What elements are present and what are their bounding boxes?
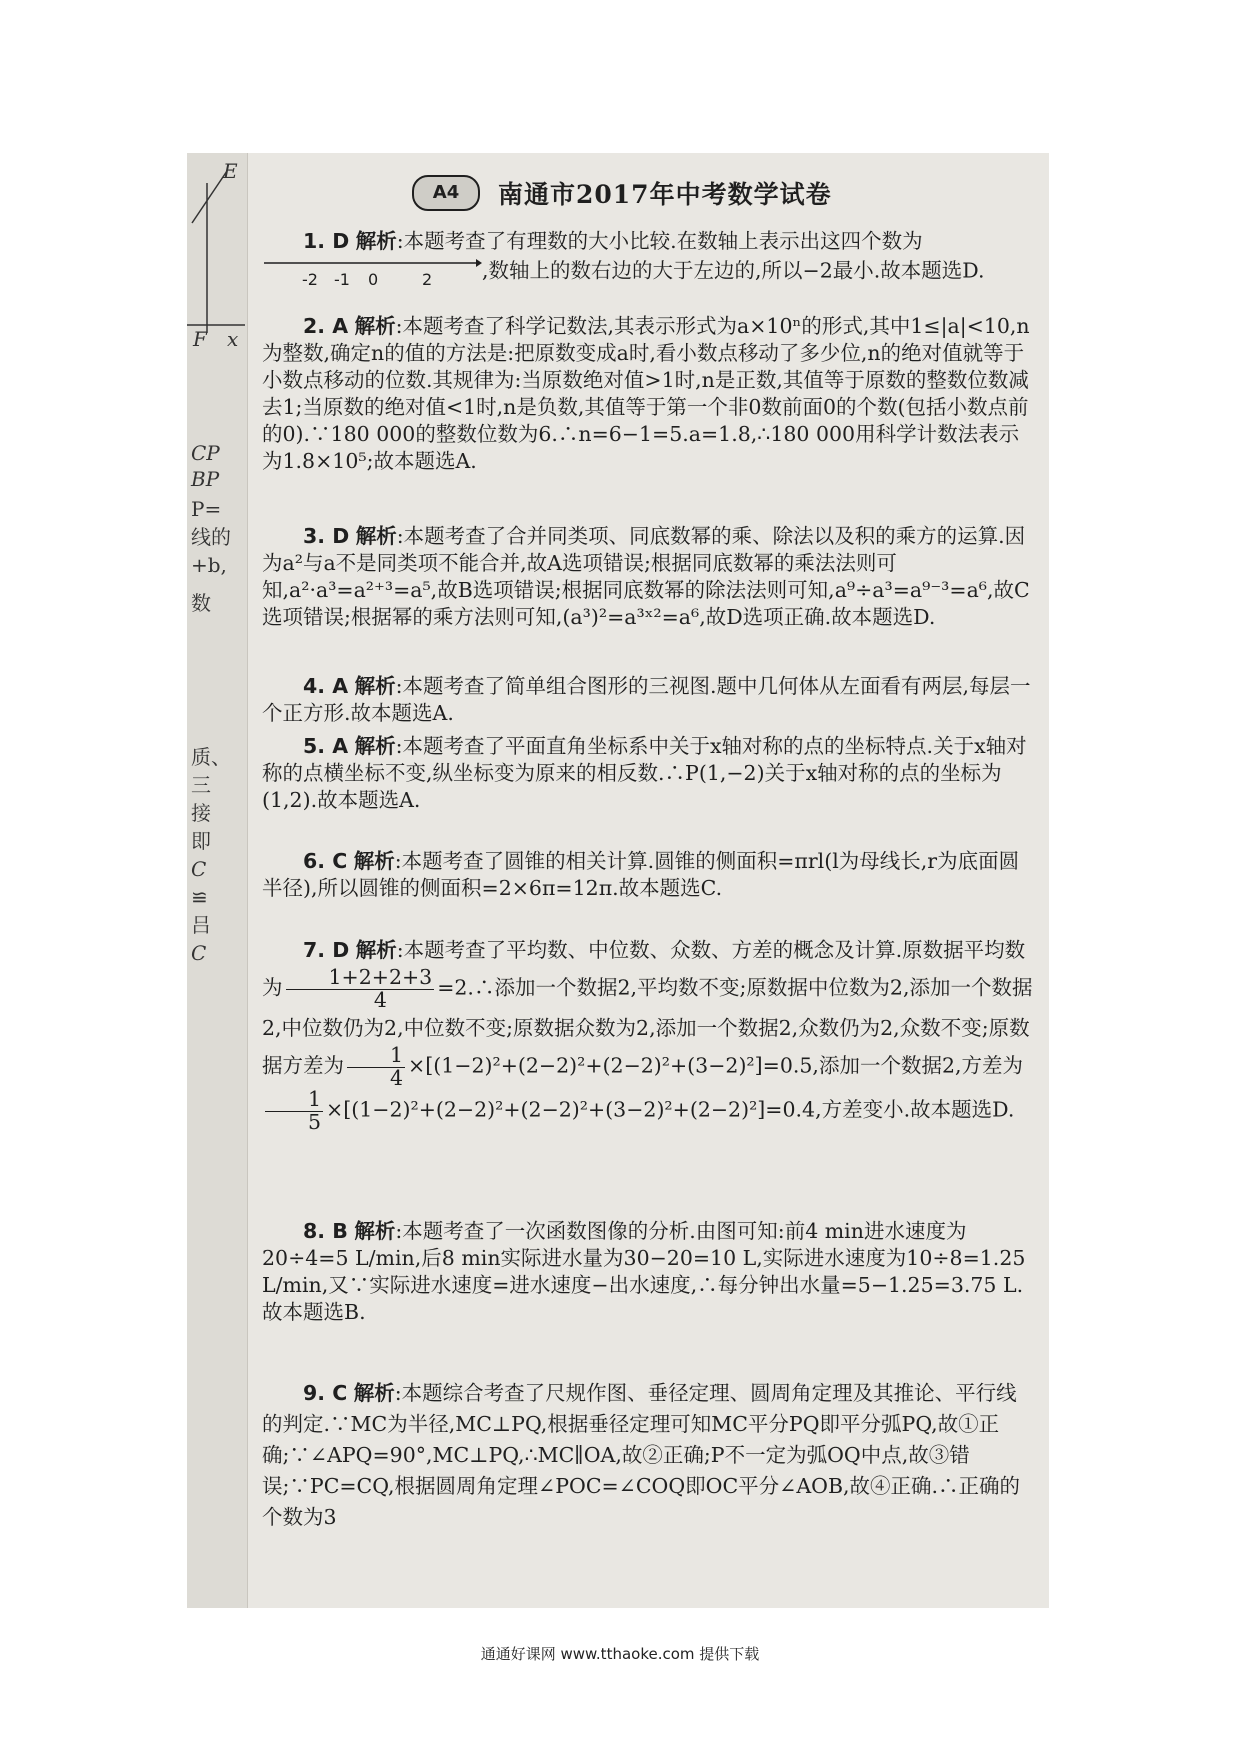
left-page-fragment [187, 153, 248, 1608]
answer-2-tag: 解析 [354, 314, 396, 338]
fragment-ji: 即 [191, 829, 211, 853]
fragment-cp: CP [191, 441, 220, 465]
download-footer: 通通好课网 www.tthaoke.com 提供下载 [480, 1645, 760, 1663]
answer-5-lead: 5. A [303, 734, 349, 758]
fragment-x: x [227, 327, 239, 351]
answer-6-tag: 解析 [353, 849, 395, 873]
answer-7-lead: 7. D [303, 938, 350, 962]
answer-9-tag: 解析 [353, 1381, 395, 1405]
fragment-lv: 吕 [191, 913, 211, 937]
fraction-quarter-denominator: 4 [390, 1065, 404, 1090]
fragment-p-eq: P= [191, 497, 222, 521]
answer-6 [262, 848, 1034, 902]
fragment-zhi: 质、 [191, 745, 231, 769]
fraction-fifth-numerator: 1 [265, 1089, 323, 1112]
tick-label-neg2: -2 [302, 270, 318, 289]
answer-2-text: :本题考查了科学记数法,其表示形式为a×10ⁿ的形式,其中1≤|a|<10,n为整数,确定n的值的方法是:把原数变成a时,看小数点移动了多少位,n的绝对值就等于小数点移动的位数.其规律为:当原数绝对值>1时,n是正数,其值等于原数的整数位数减去1;当原数的绝对值<1时,n是负数,其值等于第一个非0数前面0的个数(包括小数点前的0).∵180 000的整数位数为6.∴n=6−1=5.a=1.8,∴180 000用科学计数法表示为1.8×10⁵;故本题选A. [262, 314, 1030, 473]
answer-5-text: :本题考查了平面直角坐标系中关于x轴对称的点的坐标特点.关于x轴对称的点横坐标不变,纵坐标变为原来的相反数.∴P(1,−2)关于x轴对称的点的坐标为(1,2).故本题选A. [262, 734, 1027, 812]
answer-7-text-c: ×[(1−2)²+(2−2)²+(2−2)²+(3−2)²]=0.5,添加一个数据2,方差为 [408, 1053, 1024, 1078]
answer-5 [262, 733, 1034, 814]
answer-7-text-d: ×[(1−2)²+(2−2)²+(2−2)²+(3−2)²+(2−2)²]=0.4,方差变小.故本题选D. [326, 1097, 1015, 1122]
answer-7-text-b: =2.∴添加一个数据2,平均数不变;原数据中位数为2,添加一个数据2,中位数仍为2,中位数不变;原数据众数为2,添加一个数据2,众数仍为2,众数不变;原数据方差为 [262, 975, 1033, 1078]
answer-1-lead: 1. D [303, 229, 350, 253]
answer-1-text-a: :本题考查了有理数的大小比较.在数轴上表示出这四个数为 [396, 229, 923, 253]
fraction-quarter-numerator: 1 [347, 1045, 405, 1068]
answer-2-lead: 2. A [303, 314, 349, 338]
fragment-c2: C [191, 941, 207, 965]
fraction-mean-numerator: 1+2+2+3 [286, 967, 435, 990]
fragment-b: +b, [191, 553, 227, 577]
answer-8-lead: 8. B [303, 1219, 348, 1243]
tick-label-2: 2 [422, 270, 433, 289]
answer-4 [262, 673, 1034, 727]
fragment-c1: C [191, 857, 207, 881]
fraction-quarter [347, 1045, 405, 1089]
answer-3-text: :本题考查了合并同类项、同底数幂的乘、除法以及积的乘方的运算.因为a²与a不是同类项不能合并,故A选项错误;根据同底数幂的乘法法则可知,a²·a³=a²⁺³=a⁵,故B选项错误;根据同底数幂的除法法则可知,a⁹÷a³=a⁹⁻³=a⁶,故C选项错误;根据幂的乘方法则可知,(a³)²=a³ˣ²=a⁶,故D选项正确.故本题选D. [262, 524, 1030, 629]
answer-2 [262, 313, 1034, 475]
number-line [262, 255, 482, 289]
fraction-mean-denominator: 4 [373, 987, 387, 1012]
tick-label-0: 0 [368, 270, 379, 289]
fragment-congruent: ≌ [191, 885, 208, 909]
fragment-f: F [193, 327, 207, 351]
fraction-mean [286, 967, 435, 1011]
answer-1 [262, 228, 1034, 289]
answer-6-lead: 6. C [303, 849, 348, 873]
answer-3-lead: 3. D [303, 524, 350, 548]
fragment-line: 线的 [191, 525, 231, 549]
answer-1-text-b: ,数轴上的数右边的大于左边的,所以−2最小.故本题选D. [482, 258, 985, 283]
answer-4-tag: 解析 [354, 674, 396, 698]
answer-8-text: :本题考查了一次函数图像的分析.由图可知:前4 min进水速度为20÷4=5 L/min,后8 min实际进水量为30−20=10 L,实际进水速度为10÷8=1.25 L/min,又∵实际进水速度=进水速度−出水速度,∴每分钟出水量=5−1.25=3.75 L.故本题选B. [262, 1219, 1026, 1324]
answer-9-lead: 9. C [303, 1381, 348, 1405]
fragment-shu: 数 [191, 591, 211, 615]
answer-7 [262, 933, 1034, 1133]
fragment-e: E [223, 159, 238, 183]
answer-6-text: :本题考查了圆锥的相关计算.圆锥的侧面积=πrl(l为母线长,r为底面圆半径),所以圆锥的侧面积=2×6π=12π.故本题选C. [262, 849, 1020, 900]
answer-1-tag: 解析 [355, 229, 397, 253]
answer-content [262, 153, 1034, 1608]
answer-7-tag: 解析 [355, 938, 397, 962]
answer-3 [262, 523, 1034, 631]
page-header [412, 171, 832, 215]
answer-7-text-a: :本题考查了平均数、中位数、众数、方差的概念及计算.原数据平均数为 [262, 938, 1026, 1000]
tick-label-neg1: -1 [334, 270, 350, 289]
fragment-bp: BP [191, 467, 220, 491]
answer-4-lead: 4. A [303, 674, 349, 698]
answer-9-text: :本题综合考查了尺规作图、垂径定理、圆周角定理及其推论、平行线的判定.∵MC为半径,MC⊥PQ,根据垂径定理可知MC平分PQ即平分弧PQ,故①正确;∵∠APQ=90°,MC⊥PQ,∴MC∥OA,故②正确;P不一定为弧OQ中点,故③错误;∵PC=CQ,根据圆周角定理∠POC=∠COQ即OC平分∠AOB,故④正确.∴正确的个数为3 [262, 1381, 1021, 1529]
answer-4-text: :本题考查了简单组合图形的三视图.题中几何体从左面看有两层,每层一个正方形.故本题选A. [262, 674, 1031, 725]
answer-8-tag: 解析 [354, 1219, 396, 1243]
fragment-san: 三 [191, 773, 211, 797]
answer-5-tag: 解析 [354, 734, 396, 758]
section-badge: A4 [412, 175, 480, 211]
fraction-fifth-denominator: 5 [308, 1109, 322, 1134]
fraction-fifth [265, 1089, 323, 1133]
answer-8 [262, 1218, 1034, 1326]
scanned-page-photo [187, 153, 1049, 1608]
answer-9 [262, 1378, 1034, 1533]
page-title: 南通市2017年中考数学试卷 [498, 180, 832, 209]
answer-3-tag: 解析 [355, 524, 397, 548]
fragment-jie: 接 [191, 801, 211, 825]
